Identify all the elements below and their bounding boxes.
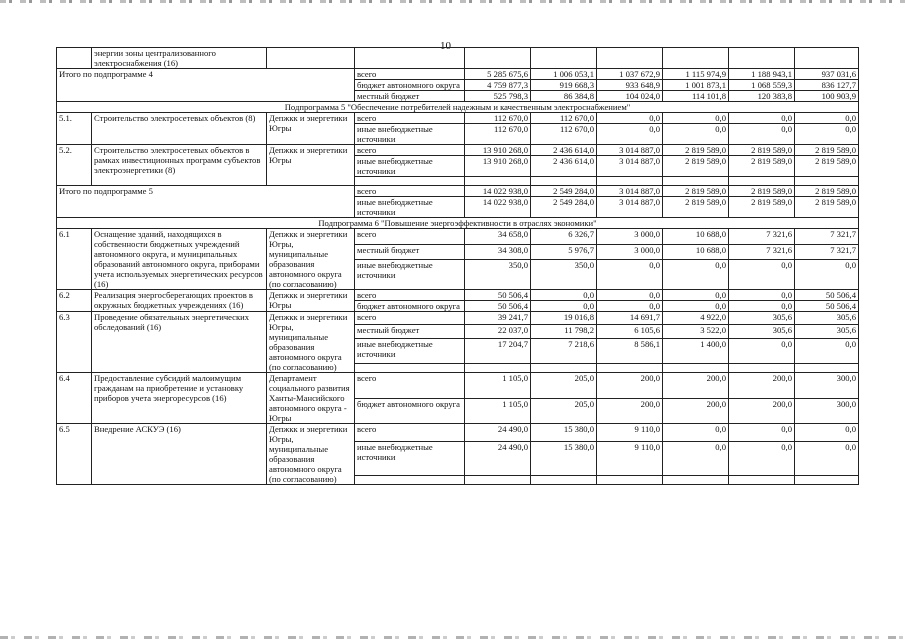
- funding-source: иные внебюджетные источники: [355, 156, 465, 177]
- value-cell: 0,0: [729, 424, 795, 442]
- value-cell: 112 670,0: [531, 113, 597, 124]
- funding-source: иные внебюджетные источники: [355, 441, 465, 475]
- value-cell: 0,0: [795, 260, 859, 290]
- value-cell: 0,0: [729, 260, 795, 290]
- empty-cell: [597, 476, 663, 485]
- value-cell: 0,0: [597, 113, 663, 124]
- item-executor: Депжкк и энергетики Югры, муниципальные образования автономного округа (по согласованию): [267, 424, 355, 485]
- empty-cell: [795, 177, 859, 186]
- value-cell: 919 668,3: [531, 80, 597, 91]
- subprogram-title: Подпрограмма 5 "Обеспечение потребителей надежным и качественным электроснабжением": [57, 102, 859, 113]
- value-cell: 0,0: [729, 301, 795, 312]
- scan-top-edge: [0, 0, 905, 3]
- table-row: [57, 290, 859, 301]
- value-cell: 1 105,0: [465, 398, 531, 424]
- value-cell: 7 321,7: [795, 229, 859, 245]
- item-executor: Депжкк и энергетики Югры: [267, 290, 355, 312]
- value-cell: 2 819 589,0: [663, 156, 729, 177]
- value-cell: 14 691,7: [597, 312, 663, 325]
- table-row: [57, 373, 859, 399]
- item-executor: Депжкк и энергетики Югры: [267, 145, 355, 186]
- value-cell: 933 648,9: [597, 80, 663, 91]
- value-cell: 0,0: [663, 260, 729, 290]
- table-row: [57, 113, 859, 124]
- value-cell: 104 024,0: [597, 91, 663, 102]
- table-row-heading: [57, 218, 859, 229]
- value-cell: 5 285 675,6: [465, 69, 531, 80]
- value-cell: 3 522,0: [663, 325, 729, 338]
- value-cell: 10 688,0: [663, 229, 729, 245]
- value-cell: 39 241,7: [465, 312, 531, 325]
- value-cell: 9 110,0: [597, 424, 663, 442]
- value-cell: 1 006 053,1: [531, 69, 597, 80]
- value-cell: 11 798,2: [531, 325, 597, 338]
- value-cell: 24 490,0: [465, 424, 531, 442]
- funding-source: иные внебюджетные источники: [355, 338, 465, 363]
- value-cell: 3 014 887,0: [597, 197, 663, 218]
- empty-cell: [355, 48, 465, 69]
- value-cell: 4 759 877,3: [465, 80, 531, 91]
- item-executor: Депжкк и энергетики Югры, муниципальные образования автономного округа (по согласованию): [267, 312, 355, 373]
- empty-cell: [465, 177, 531, 186]
- item-number: 6.4: [57, 373, 92, 424]
- value-cell: 5 976,7: [531, 244, 597, 260]
- value-cell: 14 022 938,0: [465, 197, 531, 218]
- value-cell: 2 819 589,0: [729, 156, 795, 177]
- item-name: энергии зоны централизованного электроснабжения (16): [92, 48, 267, 69]
- value-cell: 350,0: [531, 260, 597, 290]
- value-cell: 0,0: [663, 290, 729, 301]
- value-cell: 0,0: [729, 441, 795, 475]
- empty-cell: [795, 476, 859, 485]
- value-cell: 114 101,8: [663, 91, 729, 102]
- value-cell: 0,0: [795, 113, 859, 124]
- value-cell: 50 506,4: [465, 301, 531, 312]
- value-cell: 937 031,6: [795, 69, 859, 80]
- value-cell: 2 819 589,0: [795, 156, 859, 177]
- scan-bottom-edge: [0, 636, 905, 639]
- table-row-heading: [57, 102, 859, 113]
- funding-source: иные внебюджетные источники: [355, 260, 465, 290]
- empty-cell: [465, 364, 531, 373]
- empty-cell: [795, 48, 859, 69]
- funding-source: бюджет автономного округа: [355, 80, 465, 91]
- value-cell: 300,0: [795, 373, 859, 399]
- value-cell: 0,0: [795, 338, 859, 363]
- value-cell: 2 819 589,0: [729, 145, 795, 156]
- item-executor: Департамент социального развития Ханты-Мансийского автономного округа - Югры: [267, 373, 355, 424]
- value-cell: 1 037 672,9: [597, 69, 663, 80]
- value-cell: 0,0: [597, 290, 663, 301]
- value-cell: 0,0: [729, 124, 795, 145]
- value-cell: 19 016,8: [531, 312, 597, 325]
- value-cell: 2 436 614,0: [531, 145, 597, 156]
- value-cell: 7 321,6: [729, 244, 795, 260]
- value-cell: 100 903,9: [795, 91, 859, 102]
- value-cell: 120 383,8: [729, 91, 795, 102]
- value-cell: 3 014 887,0: [597, 156, 663, 177]
- empty-cell: [531, 476, 597, 485]
- item-number: 6.5: [57, 424, 92, 485]
- empty-cell: [663, 364, 729, 373]
- value-cell: 836 127,7: [795, 80, 859, 91]
- value-cell: 0,0: [531, 290, 597, 301]
- item-number: 6.3: [57, 312, 92, 373]
- value-cell: 0,0: [597, 301, 663, 312]
- value-cell: 305,6: [729, 325, 795, 338]
- empty-cell: [729, 476, 795, 485]
- value-cell: 2 819 589,0: [795, 197, 859, 218]
- item-executor: Депжкк и энергетики Югры: [267, 113, 355, 145]
- table-row: [57, 145, 859, 156]
- value-cell: 0,0: [729, 113, 795, 124]
- value-cell: 2 549 284,0: [531, 197, 597, 218]
- value-cell: 86 384,8: [531, 91, 597, 102]
- value-cell: 22 037,0: [465, 325, 531, 338]
- funding-source: всего: [355, 186, 465, 197]
- value-cell: 0,0: [729, 338, 795, 363]
- program-funding-table: [56, 47, 859, 485]
- value-cell: 2 819 589,0: [663, 145, 729, 156]
- value-cell: 2 436 614,0: [531, 156, 597, 177]
- value-cell: 0,0: [597, 260, 663, 290]
- value-cell: 200,0: [663, 373, 729, 399]
- empty-cell: [597, 364, 663, 373]
- value-cell: 2 819 589,0: [663, 186, 729, 197]
- value-cell: 112 670,0: [465, 113, 531, 124]
- value-cell: 3 014 887,0: [597, 186, 663, 197]
- empty-cell: [531, 48, 597, 69]
- value-cell: 24 490,0: [465, 441, 531, 475]
- value-cell: 200,0: [729, 373, 795, 399]
- value-cell: 0,0: [795, 124, 859, 145]
- empty-cell: [729, 364, 795, 373]
- value-cell: 15 380,0: [531, 441, 597, 475]
- funding-source: всего: [355, 229, 465, 245]
- value-cell: 200,0: [597, 398, 663, 424]
- funding-source: местный бюджет: [355, 244, 465, 260]
- table-row: [57, 69, 859, 80]
- empty-cell: [663, 177, 729, 186]
- item-name: Реализация энергосберегающих проектов в окружных бюджетных учреждениях (16): [92, 290, 267, 312]
- empty-cell: [531, 364, 597, 373]
- empty-cell: [729, 177, 795, 186]
- funding-source: всего: [355, 424, 465, 442]
- funding-source: бюджет автономного округа: [355, 301, 465, 312]
- empty-cell: [465, 476, 531, 485]
- value-cell: 350,0: [465, 260, 531, 290]
- empty-cell: [531, 177, 597, 186]
- item-name: Строительство электросетевых объектов в рамках инвестиционных программ субъектов электроэнергетики (8): [92, 145, 267, 186]
- value-cell: 10 688,0: [663, 244, 729, 260]
- item-executor: Депжкк и энергетики Югры, муниципальные образования автономного округа (по согласованию): [267, 229, 355, 290]
- funding-source: местный бюджет: [355, 325, 465, 338]
- item-name: Предоставление субсидий малоимущим гражданам на приобретение и установку приборов учета энергоресурсов (16): [92, 373, 267, 424]
- table-body: [57, 48, 859, 485]
- value-cell: 13 910 268,0: [465, 145, 531, 156]
- value-cell: 0,0: [795, 424, 859, 442]
- value-cell: 200,0: [597, 373, 663, 399]
- empty-cell: [663, 476, 729, 485]
- funding-source: всего: [355, 113, 465, 124]
- value-cell: 50 506,4: [465, 290, 531, 301]
- value-cell: 205,0: [531, 398, 597, 424]
- value-cell: 112 670,0: [531, 124, 597, 145]
- value-cell: 205,0: [531, 373, 597, 399]
- funding-source: всего: [355, 373, 465, 399]
- empty-cell: [355, 476, 465, 485]
- value-cell: 7 321,7: [795, 244, 859, 260]
- funding-source: всего: [355, 145, 465, 156]
- value-cell: 0,0: [663, 124, 729, 145]
- value-cell: 0,0: [663, 113, 729, 124]
- empty-cell: [597, 177, 663, 186]
- value-cell: 305,6: [729, 312, 795, 325]
- value-cell: 1 001 873,1: [663, 80, 729, 91]
- subtotal-label: Итого по подпрограмме 5: [57, 186, 355, 218]
- item-name: Строительство электросетевых объектов (8): [92, 113, 267, 145]
- table-row: [57, 186, 859, 197]
- value-cell: 2 819 589,0: [663, 197, 729, 218]
- empty-cell: [663, 48, 729, 69]
- value-cell: 15 380,0: [531, 424, 597, 442]
- funding-source: иные внебюджетные источники: [355, 197, 465, 218]
- value-cell: 200,0: [663, 398, 729, 424]
- item-number: 6.2: [57, 290, 92, 312]
- empty-cell: [57, 48, 92, 69]
- item-number: 5.2.: [57, 145, 92, 186]
- funding-source: всего: [355, 69, 465, 80]
- value-cell: 7 321,6: [729, 229, 795, 245]
- value-cell: 7 218,6: [531, 338, 597, 363]
- subtotal-label: Итого по подпрограмме 4: [57, 69, 355, 102]
- funding-source: всего: [355, 312, 465, 325]
- value-cell: 13 910 268,0: [465, 156, 531, 177]
- item-number: 5.1.: [57, 113, 92, 145]
- value-cell: 2 819 589,0: [729, 186, 795, 197]
- value-cell: 34 658,0: [465, 229, 531, 245]
- value-cell: 305,6: [795, 312, 859, 325]
- value-cell: 300,0: [795, 398, 859, 424]
- funding-source: бюджет автономного округа: [355, 398, 465, 424]
- value-cell: 0,0: [597, 124, 663, 145]
- value-cell: 17 204,7: [465, 338, 531, 363]
- empty-cell: [267, 48, 355, 69]
- value-cell: 8 586,1: [597, 338, 663, 363]
- value-cell: 1 115 974,9: [663, 69, 729, 80]
- funding-source: иные внебюджетные источники: [355, 124, 465, 145]
- value-cell: 2 819 589,0: [729, 197, 795, 218]
- value-cell: 0,0: [531, 301, 597, 312]
- value-cell: 50 506,4: [795, 290, 859, 301]
- value-cell: 525 798,3: [465, 91, 531, 102]
- value-cell: 2 819 589,0: [795, 186, 859, 197]
- page-number: 10: [440, 40, 451, 52]
- value-cell: 6 326,7: [531, 229, 597, 245]
- value-cell: 112 670,0: [465, 124, 531, 145]
- subprogram-title: Подпрограмма 6 "Повышение энергоэффективности в отраслях экономики": [57, 218, 859, 229]
- value-cell: 0,0: [729, 290, 795, 301]
- value-cell: 0,0: [663, 441, 729, 475]
- value-cell: 0,0: [795, 441, 859, 475]
- table-row: [57, 229, 859, 245]
- funding-source: местный бюджет: [355, 91, 465, 102]
- empty-cell: [355, 177, 465, 186]
- value-cell: 2 819 589,0: [795, 145, 859, 156]
- value-cell: 1 188 943,1: [729, 69, 795, 80]
- value-cell: 34 308,0: [465, 244, 531, 260]
- item-name: Оснащение зданий, находящихся в собственности бюджетных учреждений автономного округа, и муниципальных образований автономного округа, приборами учета используемых энергетических ресурсов (16): [92, 229, 267, 290]
- value-cell: 9 110,0: [597, 441, 663, 475]
- empty-cell: [465, 48, 531, 69]
- item-name: Внедрение АСКУЭ (16): [92, 424, 267, 485]
- value-cell: 1 105,0: [465, 373, 531, 399]
- value-cell: 3 014 887,0: [597, 145, 663, 156]
- value-cell: 305,6: [795, 325, 859, 338]
- value-cell: 200,0: [729, 398, 795, 424]
- empty-cell: [795, 364, 859, 373]
- value-cell: 14 022 938,0: [465, 186, 531, 197]
- value-cell: 1 400,0: [663, 338, 729, 363]
- value-cell: 6 105,6: [597, 325, 663, 338]
- value-cell: 4 922,0: [663, 312, 729, 325]
- value-cell: 1 068 559,3: [729, 80, 795, 91]
- value-cell: 0,0: [663, 424, 729, 442]
- empty-cell: [729, 48, 795, 69]
- table-row: [57, 48, 859, 69]
- value-cell: 3 000,0: [597, 244, 663, 260]
- table-row: [57, 312, 859, 325]
- value-cell: 3 000,0: [597, 229, 663, 245]
- empty-cell: [355, 364, 465, 373]
- funding-source: всего: [355, 290, 465, 301]
- item-name: Проведение обязательных энергетических обследований (16): [92, 312, 267, 373]
- value-cell: 0,0: [663, 301, 729, 312]
- empty-cell: [597, 48, 663, 69]
- value-cell: 2 549 284,0: [531, 186, 597, 197]
- item-number: 6.1: [57, 229, 92, 290]
- value-cell: 50 506,4: [795, 301, 859, 312]
- table-row: [57, 424, 859, 442]
